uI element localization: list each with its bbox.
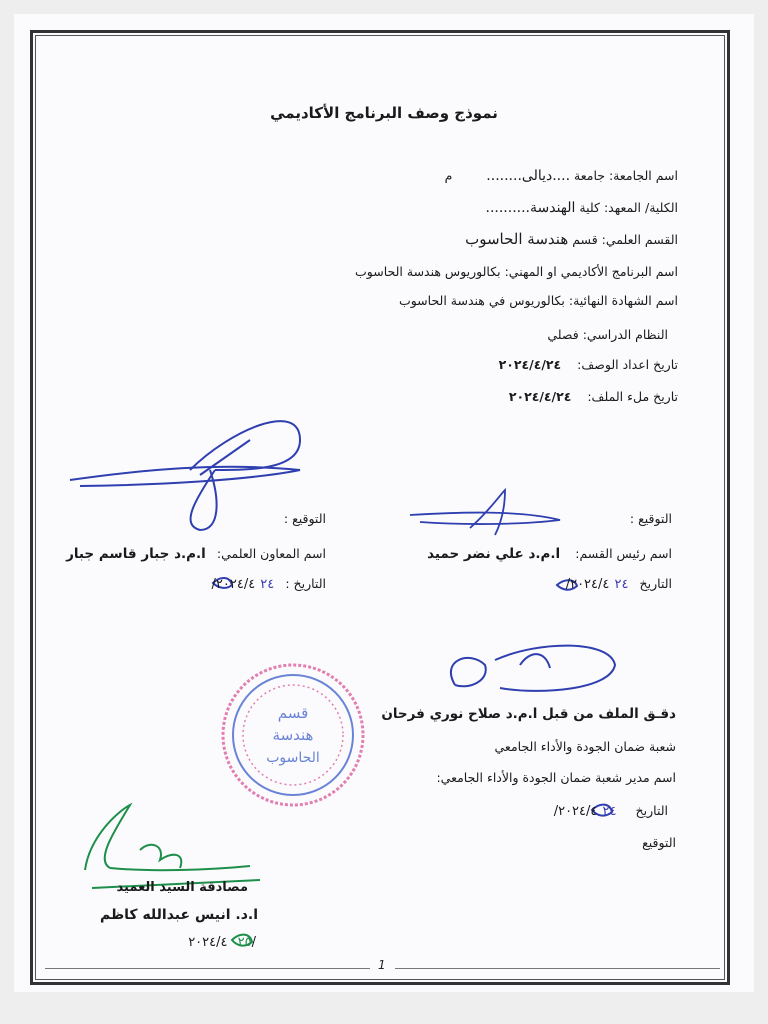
signature-audit <box>451 646 615 691</box>
head-date-value: ٢٠٢٤/٤/ <box>565 577 610 592</box>
prep-date-value: ٢٠٢٤/٤/٢٤ <box>498 357 562 372</box>
audit-date-day: ٢٤ <box>602 804 617 819</box>
fill-date-label: تاريخ ملء الملف: <box>587 389 678 404</box>
assistant-sign-label: التوقيع : <box>283 511 326 526</box>
dean-name: ا.د. انيس عبدالله كاظم <box>100 907 258 923</box>
head-name-line <box>427 543 672 562</box>
stamp-line-1: قسم <box>277 704 309 722</box>
fill-date-value: ٢٠٢٤/٤/٢٤ <box>508 389 572 404</box>
study-system: النظام الدراسي: فصلي <box>547 327 668 342</box>
college-value: الهندسة.......... <box>485 200 576 216</box>
university-suffix: م <box>444 168 453 183</box>
prep-date-label: تاريخ اعداد الوصف: <box>577 357 678 372</box>
head-sign-label: التوقيع : <box>629 511 672 526</box>
assistant-name-value: ا.م.د جبار قاسم جبار <box>66 546 206 562</box>
dean-date-value: ٢٠٢٤/٤/ <box>188 935 256 950</box>
university-label: اسم الجامعة: جامعة <box>574 168 678 183</box>
head-name-label: اسم رئيس القسم: <box>575 546 672 561</box>
degree-name: اسم الشهادة النهائية: بكالوريوس في هندسة الحاسوب <box>398 293 678 308</box>
stamp-line-2: هندسة <box>272 726 314 744</box>
audit-date-value: ٢٠٢٤/٤/ <box>553 804 598 819</box>
dean-approval-label: مصادقة السيد العميد <box>116 880 248 895</box>
footer-rule-right <box>395 968 720 969</box>
department-label: القسم العلمي: قسم <box>572 232 678 247</box>
head-date-line <box>566 573 672 592</box>
signature-department-head <box>410 490 560 535</box>
audit-date-line <box>554 800 668 819</box>
college-label: الكلية/ المعهد: كلية <box>579 200 678 215</box>
footer-rule-left <box>45 968 370 969</box>
audit-unit: شعبة ضمان الجودة والأداء الجامعي <box>494 739 676 754</box>
audit-date-label: التاريخ <box>635 803 668 818</box>
assistant-date-value: ٢٠٢٤/٤/ <box>211 577 256 592</box>
program-name: اسم البرنامج الأكاديمي او المهني: بكالوريوس هندسة الحاسوب <box>355 264 678 279</box>
head-date-label: التاريخ <box>639 576 672 591</box>
assistant-name-line <box>66 543 326 562</box>
signature-dean <box>85 805 260 888</box>
university-value: ....ديالى........ <box>486 168 571 184</box>
assistant-name-label: اسم المعاون العلمي: <box>216 546 326 561</box>
dean-date-day: ٢٥ <box>237 935 252 950</box>
page-title: نموذج وصف البرنامج الأكاديمي <box>270 104 498 122</box>
stamp-line-3: الحاسوب <box>266 750 320 766</box>
department-stamp <box>218 660 368 810</box>
department-value: هندسة الحاسوب <box>465 230 569 248</box>
signature-assistant <box>70 421 300 530</box>
audit-manager-label: اسم مدير شعبة ضمان الجودة والأداء الجامعي: <box>436 770 676 785</box>
assistant-date-label: التاريخ : <box>285 576 326 591</box>
head-date-day: ٢٤ <box>614 577 629 592</box>
audit-sign-label: التوقيع <box>642 835 676 850</box>
page-number: 1 <box>378 958 386 972</box>
assistant-date-day: ٢٤ <box>260 577 275 592</box>
head-name-value: ا.م.د علي نضر حميد <box>427 546 561 562</box>
dean-date-line <box>188 935 256 950</box>
assistant-date-line <box>212 573 326 592</box>
audit-checked-by: دقـق الملف من قبل ا.م.د صلاح نوري فرحان <box>381 706 676 722</box>
